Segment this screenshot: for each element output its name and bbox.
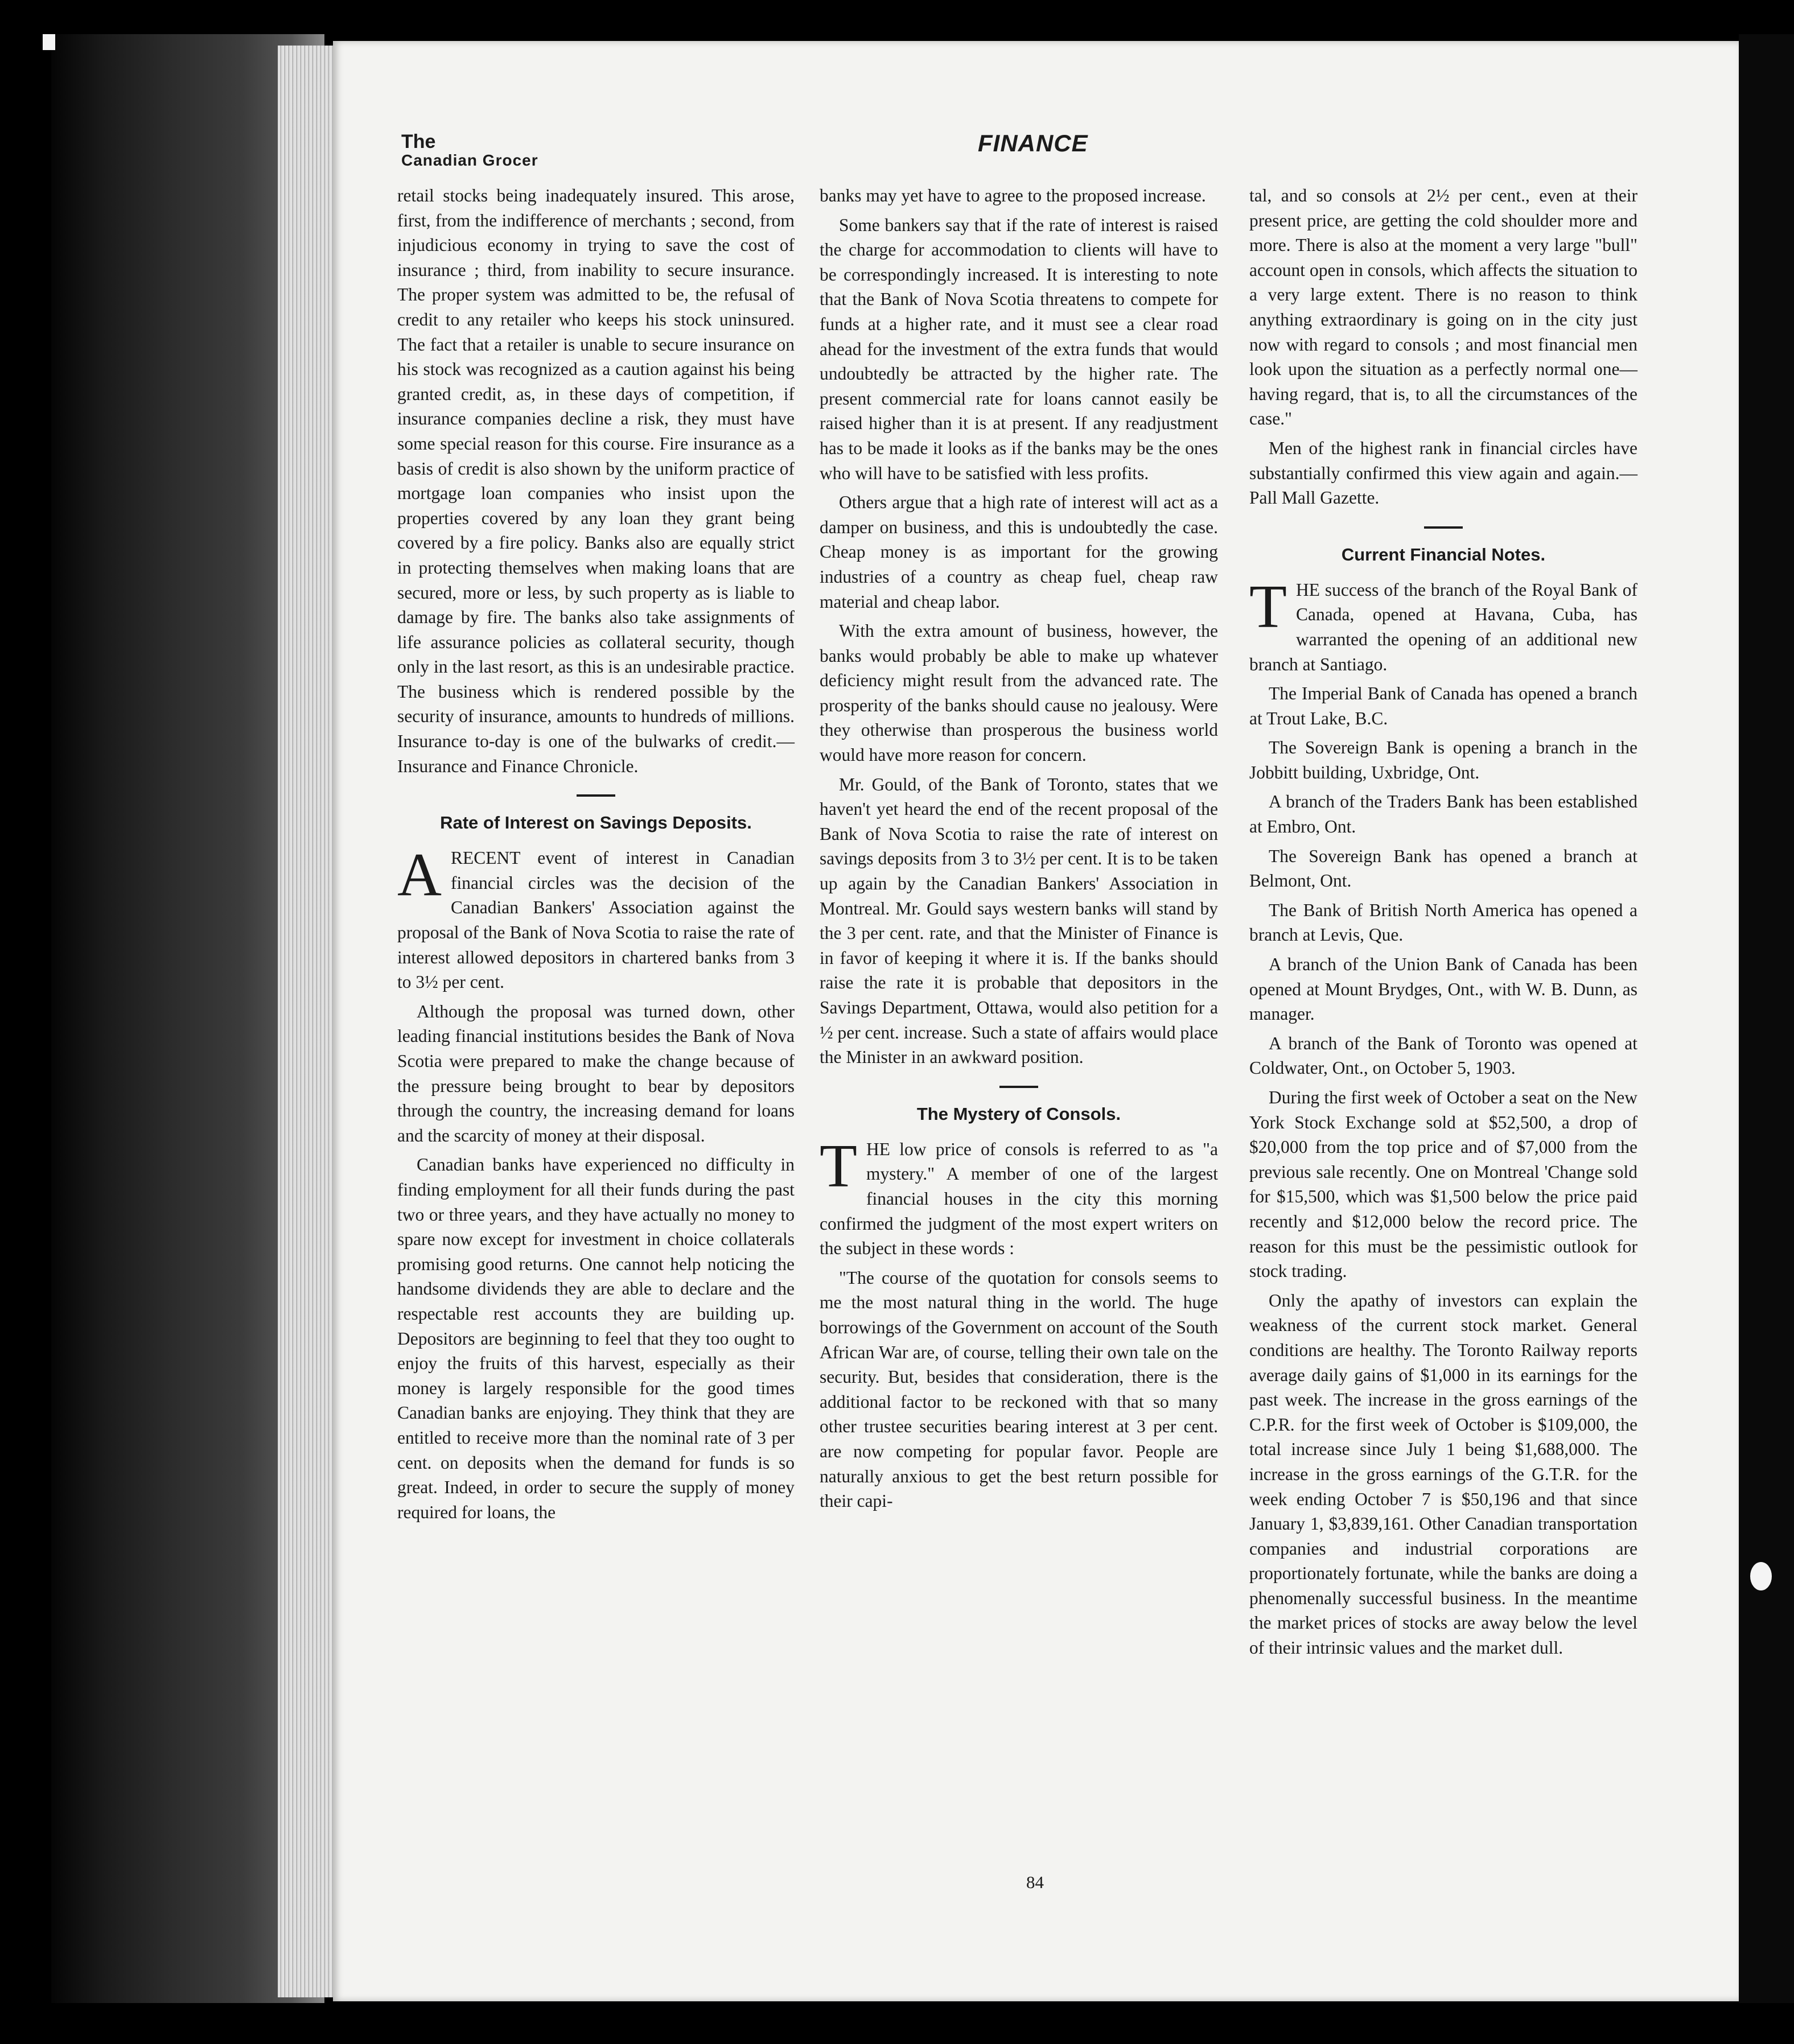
paragraph: banks may yet have to agree to the proposed increase. <box>820 186 1206 205</box>
news-note: A branch of the Bank of Toronto was opened at Coldwater, Ont., on October 5, 1903. <box>1249 1033 1637 1078</box>
corner-mark-left <box>43 34 55 50</box>
drop-cap: T <box>1249 572 1287 641</box>
drop-cap: T <box>820 1132 857 1200</box>
paragraph: Canadian banks have experienced no difficulty in finding employment for all their funds during the past two or three years, and they have actually no money to spare now except for investment in choice collaterals promising good returns. One cannot help noticing the handsome dividends they are able to declare and the respectable rest accounts they are building up. Depositors are beginning to feel that they too ought to enjoy the fruits of this harvest, especially as their money is largely responsible for the good times Canadian banks are enjoying. They think that they are entitled to receive more than the nominal rate of 3 per cent. on deposits when the demand for funds is so great. Indeed, in order to secure the supply of money required for loans, the <box>397 1155 795 1522</box>
paragraph: tal, and so consols at 2½ per cent., even at their present price, are getting the cold shoulder more and more. There is also at the moment a very large "bull" account open in consols, which affects the situation to a very large extent. There is no reason to think anything extraordinary is going on in the city just now with regard to consols ; and most financial men look upon the situation as a perfectly normal one—having regard, that is, to all the circumstances of the case." <box>1249 186 1637 429</box>
news-note: The Sovereign Bank has opened a branch at Belmont, Ont. <box>1249 846 1637 891</box>
page-edges <box>278 46 335 1997</box>
column-3 <box>1249 183 1637 1665</box>
article-heading: The Mystery of Consols. <box>916 1103 1121 1124</box>
paragraph: Mr. Gould, of the Bank of Toronto, states that we haven't yet heard the end of the recent proposal of the Bank of Nova Scotia to raise the rate of interest on savings deposits from 3 to 3½ per cent. It is to be taken up again by the Canadian Bankers' Association in Montreal. Mr. Gould says western banks will stand by the 3 per cent. rate, and that the Minister of Finance is in favor of keeping it where it is. If the banks should raise the rate it is probable that depositors in the Savings Department, Ottawa, would also petition for a ½ per cent. increase. Such a state of affairs would place the Minister in an awkward position. <box>820 774 1218 1068</box>
paragraph: Others argue that a high rate of interest will act as a damper on business, and this is undoubtedly the case. Cheap money is as important for the growing industries of a country as cheap fuel, cheap raw material and cheap labor. <box>820 492 1218 612</box>
paragraph: Only the apathy of investors can explain the weakness of the current stock market. General conditions are healthy. The Toronto Railway reports average daily gains of $1,000 in its earnings for the past week. The increase in the gross earnings of the C.P.R. for the first week of October is $109,000, the total increase since July 1 being $1,688,000. The increase in the gross earnings of the G.T.R. for the week ending October 7 is $50,196 and that since January 1, $3,839,161. Other Canadian transportation companies and industrial corporations are proportionately fortunate, while the banks are doing a phenomenally successful business. In the meantime the market prices of stocks are away below the level of their intrinsic values and the market dull. <box>1249 1290 1637 1658</box>
paragraph: HE success of the branch of the Royal Bank of Canada, opened at Havana, Cuba, has warranted the opening of an additional new branch at Santiago. <box>1249 579 1637 674</box>
paragraph: During the first week of October a seat on the New York Stock Exchange sold at $52,500, a drop of $20,000 from the top price and of $7,000 from the previous sale recently. One on Montreal 'Change sold for $15,500, which was $1,500 below the price paid recently and $12,000 below the record price. The reason for this must be the pessimistic outlook for stock trading. <box>1249 1087 1637 1281</box>
article-heading: Rate of Interest on Savings Deposits. <box>440 813 752 833</box>
section-title: FINANCE <box>978 130 1088 156</box>
publication-line-2: Canadian Grocer <box>401 151 538 169</box>
section-divider <box>577 794 615 797</box>
paragraph: HE low price of consols is referred to as "a mystery." A member of one of the largest financial houses in the city this morning confirmed the judgment of the most expert writers on the subject in these words : <box>820 1139 1218 1259</box>
section-divider <box>999 1086 1038 1088</box>
article-heading: Current Financial Notes. <box>1341 544 1546 564</box>
news-note: The Imperial Bank of Canada has opened a branch at Trout Lake, B.C. <box>1249 683 1637 728</box>
paragraph: "The course of the quotation for consols seems to me the most natural thing in the world. The huge borrowings of the Government on account of the South African War are, of course, telling their own tale on the security. But, besides that consideration, there is the additional factor to be reckoned with that so many other trustee securities bearing interest at 3 per cent. are now competing for popular favor. People are naturally anxious to get the best return possible for their capi- <box>820 1267 1218 1511</box>
margin-blot <box>1750 1562 1772 1590</box>
paragraph: Some bankers say that if the rate of interest is raised the charge for accommodation to clients will have to be correspondingly increased. It is interesting to note that the Bank of Nova Scotia threatens to compete for funds at a higher rate, and it must see a clear road ahead for the investment of the extra funds that would undoubtedly be attracted by the higher rate. The present commercial rate for loans cannot easily be raised higher than it is at present. If any readjustment has to be made it looks as if the banks may be the ones who will have to be satisfied with less profits. <box>820 215 1218 483</box>
paragraph: retail stocks being inadequately insured. This arose, first, from the indifference of merchants ; second, from injudicious economy in trying to save the cost of insurance ; third, from inability to secure insurance. The proper system was admitted to be, the refusal of credit to any retailer who keeps his stock uninsured. The fact that a retailer is unable to secure insurance on his stock was recognized as a caution against his being granted credit, as, in these days of competition, if insurance companies decline a risk, they must have some special reason for this course. Fire insurance as a basis of credit is also shown by the uniform practice of mortgage loan companies who insist upon the properties covered by any loan they grant being covered by a fire policy. Banks also are equally strict in protecting themselves when making loans that are secured, more or less, by such property as is liable to damage by fire. The banks also take assignments of life assurance policies as collateral security, though only in the last resort, as this is an undesirable practice. The business which is rendered possible by the security of insurance, amounts to hundreds of millions. Insurance to-day is one of the bulwarks of credit.—Insurance and Finance Chronicle. <box>397 186 795 776</box>
paragraph: Men of the highest rank in financial circles have substantially confirmed this view again and again.—Pall Mall Gazette. <box>1249 438 1637 508</box>
news-note: A branch of the Union Bank of Canada has been opened at Mount Brydges, Ont., with W. B. Dunn, as manager. <box>1249 954 1637 1024</box>
paragraph: Although the proposal was turned down, other leading financial institutions besides the Bank of Nova Scotia were prepared to make the change because of the pressure being brought to bear by depositors through the country, the increasing demand for loans and the scarcity of money at their disposal. <box>397 1001 795 1145</box>
news-note: The Bank of British North America has opened a branch at Levis, Que. <box>1249 900 1637 945</box>
running-head-publication <box>401 132 538 168</box>
news-note: A branch of the Traders Bank has been established at Embro, Ont. <box>1249 792 1637 837</box>
section-divider <box>1424 526 1463 529</box>
column-1 <box>397 183 795 1529</box>
news-note: The Sovereign Bank is opening a branch in the Jobbitt building, Uxbridge, Ont. <box>1249 737 1637 782</box>
page-number: 84 <box>1026 1872 1044 1892</box>
drop-cap: A <box>397 841 442 909</box>
publication-line-1: The <box>401 131 436 153</box>
paragraph: RECENT event of interest in Canadian financial circles was the decision of the Canadian Bankers' Association against the proposal of the Bank of Nova Scotia to raise the rate of interest allowed depositors in chartered banks from 3 to 3½ per cent. <box>397 848 795 992</box>
column-2 <box>820 183 1218 1518</box>
paragraph: With the extra amount of business, however, the banks would probably be able to make up whatever deficiency might result from the advanced rate. The prosperity of the banks should cause no jealousy. Were they otherwise than prosperous the business world would have more reason for concern. <box>820 621 1218 765</box>
scan-border-right <box>1739 34 1794 2003</box>
